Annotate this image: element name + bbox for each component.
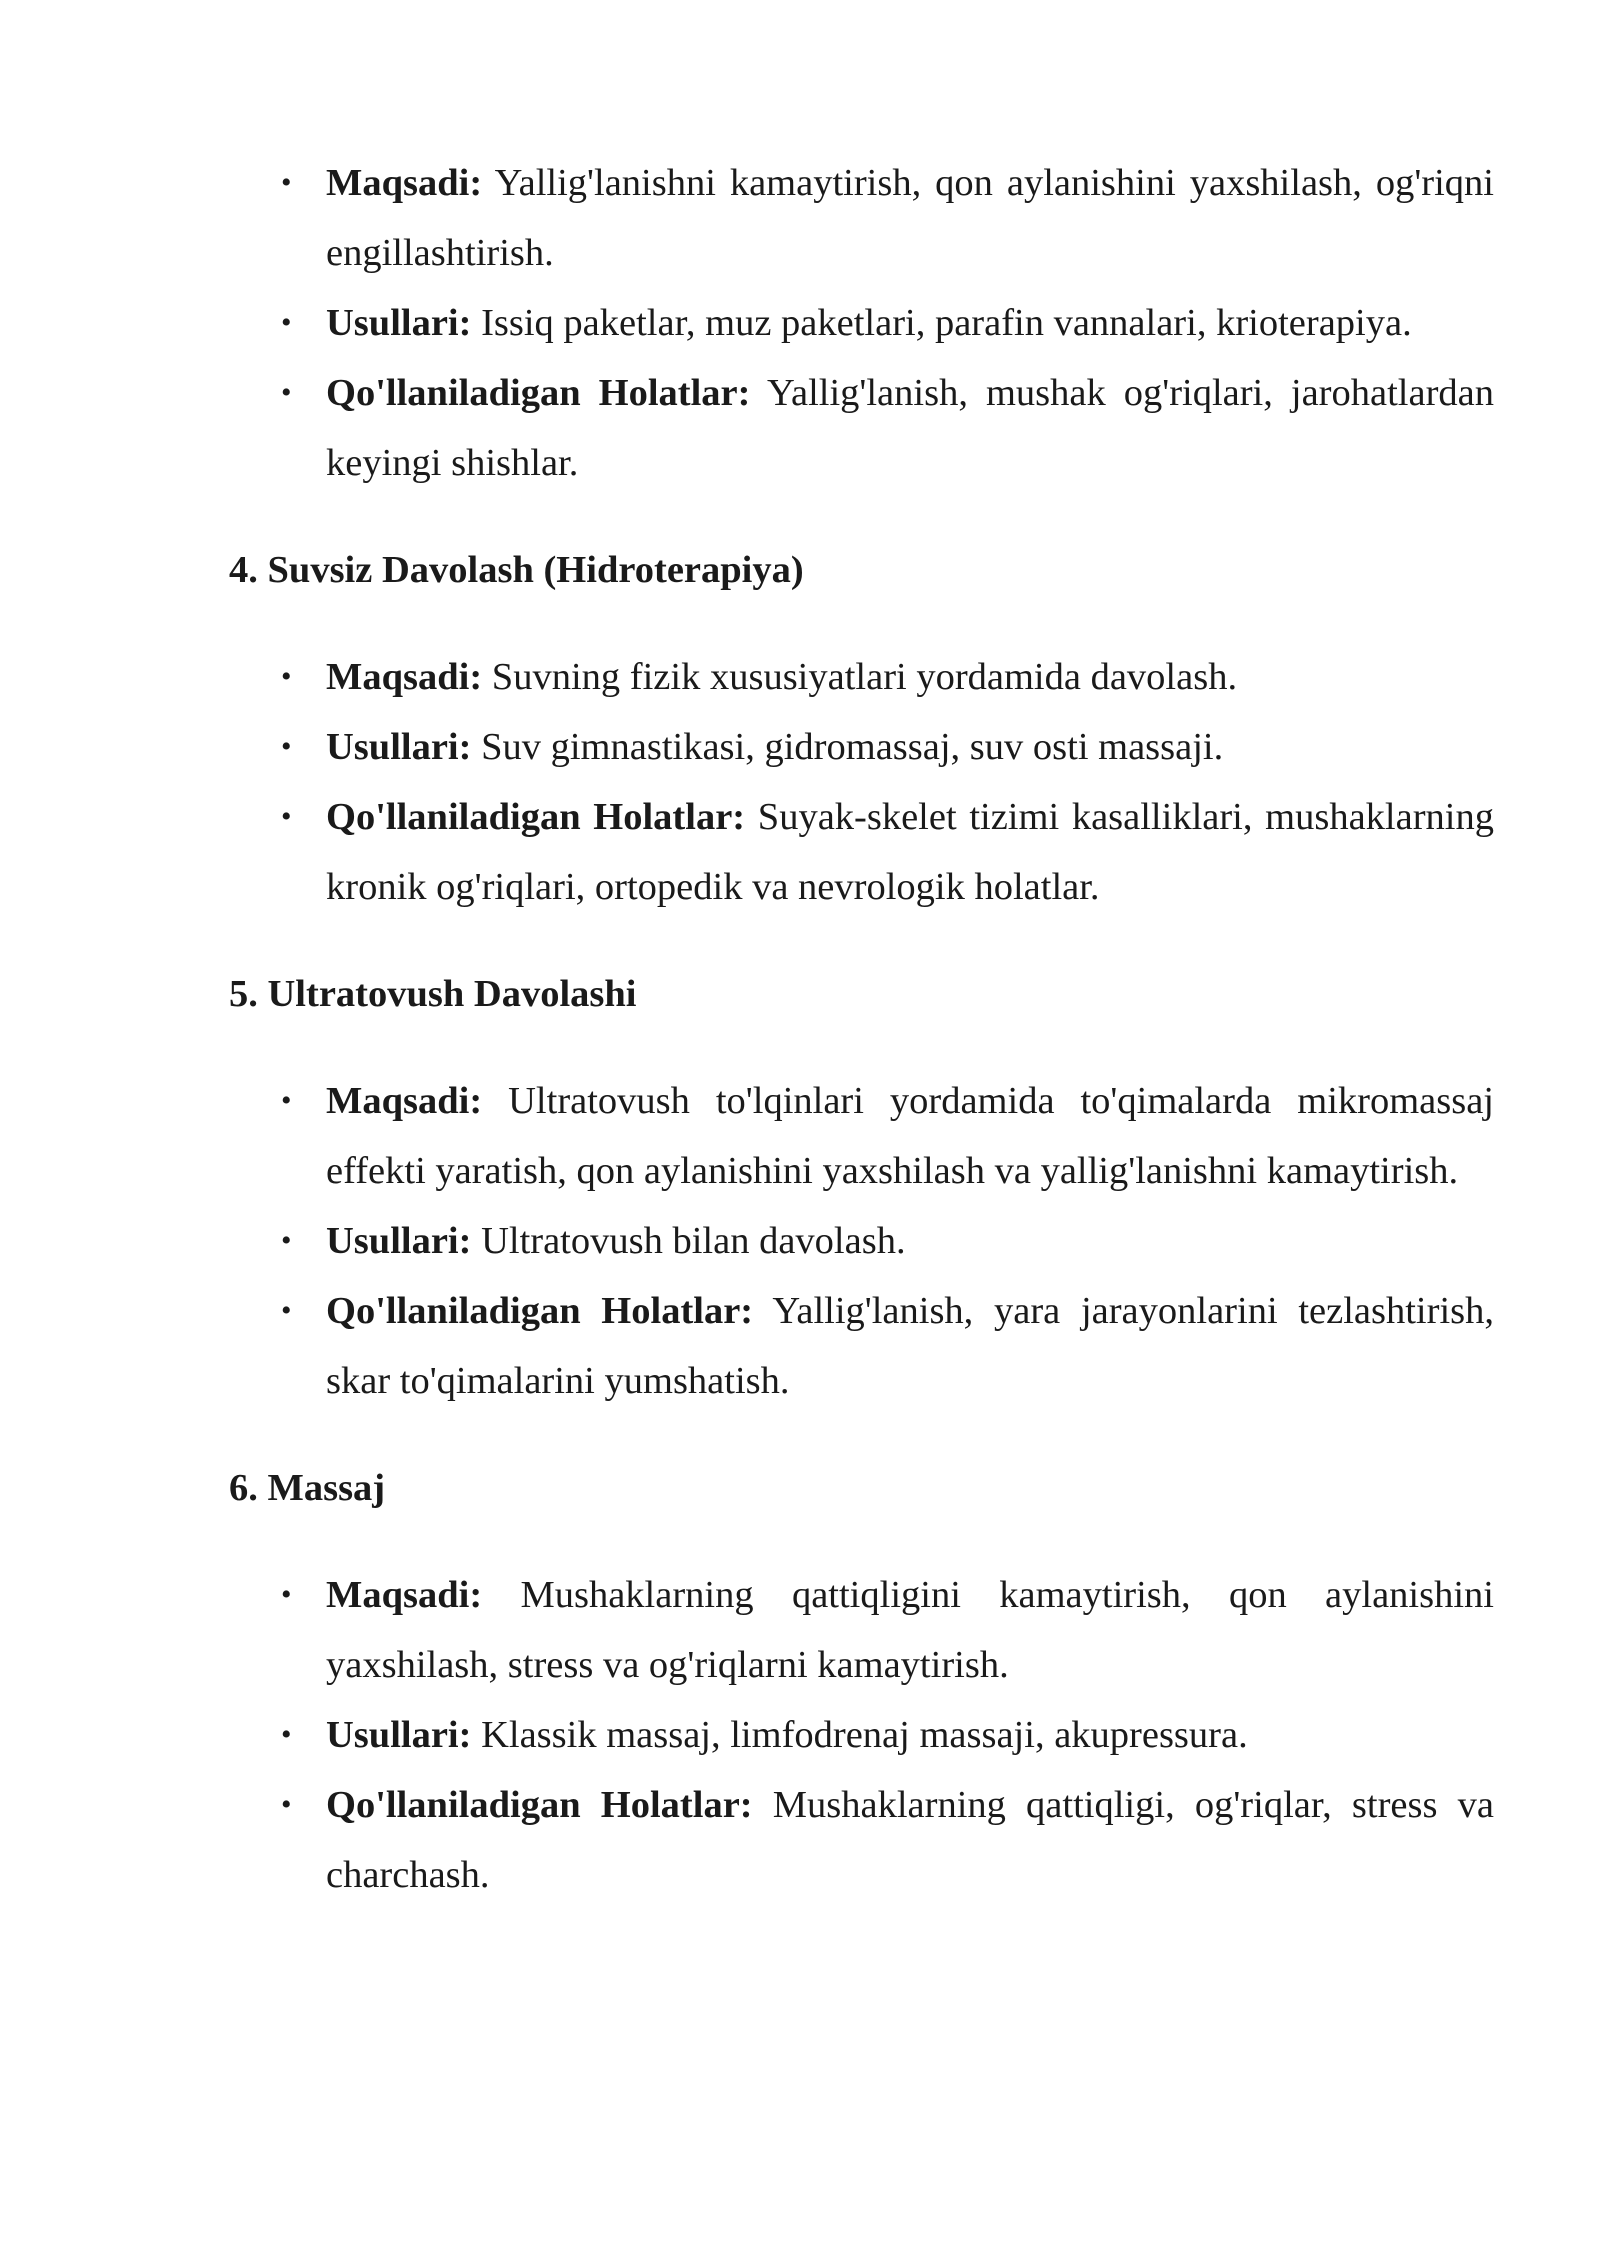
bullet-icon: • bbox=[281, 1084, 292, 1117]
bullet-icon: • bbox=[281, 1788, 292, 1821]
item-label: Maqsadi: bbox=[326, 1574, 483, 1616]
item-label: Qo'llaniladigan Holatlar: bbox=[326, 796, 746, 838]
bullet-icon: • bbox=[281, 166, 292, 199]
item-text: Suvning fizik xususiyatlari yordamida davolash. bbox=[482, 656, 1238, 698]
section-heading-hidroterapiya: 4. Suvsiz Davolash (Hidroterapiya) bbox=[229, 549, 804, 591]
item-text: Mushaklarning qattiqligini kamaytirish, qon aylanishini yaxshilash, stress va og'riqlarni kamaytirish. bbox=[326, 1574, 1494, 1686]
bullet-icon: • bbox=[281, 306, 292, 339]
list-item bbox=[229, 1700, 1494, 1770]
item-text: Suv gimnastikasi, gidromassaj, suv osti massaji. bbox=[471, 726, 1224, 768]
item-label: Usullari: bbox=[326, 302, 472, 344]
item-label: Usullari: bbox=[326, 1220, 472, 1262]
list-item bbox=[229, 782, 1494, 922]
item-text: Yallig'lanishni kamaytirish, qon aylanishini yaxshilash, og'riqni engillashtirish. bbox=[326, 162, 1494, 274]
list-item bbox=[229, 148, 1494, 288]
item-label: Usullari: bbox=[326, 726, 472, 768]
list-item bbox=[229, 712, 1494, 782]
bullet-icon: • bbox=[281, 730, 292, 763]
list-item bbox=[229, 1206, 1494, 1276]
item-text: Mushaklarning qattiqligi, og'riqlar, stress va charchash. bbox=[326, 1784, 1494, 1896]
item-label: Qo'llaniladigan Holatlar: bbox=[326, 1784, 753, 1826]
item-label: Qo'llaniladigan Holatlar: bbox=[326, 1290, 754, 1332]
section-heading-massaj: 6. Massaj bbox=[229, 1467, 386, 1509]
bullet-icon: • bbox=[281, 800, 292, 833]
item-label: Qo'llaniladigan Holatlar: bbox=[326, 372, 751, 414]
bullet-icon: • bbox=[281, 376, 292, 409]
list-item bbox=[229, 358, 1494, 498]
intro-list bbox=[229, 148, 1494, 498]
hidroterapiya-list bbox=[229, 642, 1494, 922]
bullet-icon: • bbox=[281, 1578, 292, 1611]
bullet-icon: • bbox=[281, 1224, 292, 1257]
item-text: Yallig'lanish, mushak og'riqlari, jarohatlardan keyingi shishlar. bbox=[326, 372, 1494, 484]
bullet-icon: • bbox=[281, 660, 292, 693]
ultratovush-list bbox=[229, 1066, 1494, 1416]
list-item bbox=[229, 1066, 1494, 1206]
item-label: Maqsadi: bbox=[326, 1080, 483, 1122]
item-label: Maqsadi: bbox=[326, 656, 483, 698]
section-heading-ultratovush: 5. Ultratovush Davolashi bbox=[229, 973, 637, 1015]
list-item bbox=[229, 642, 1494, 712]
item-text: Suyak-skelet tizimi kasalliklari, mushaklarning kronik og'riqlari, ortopedik va nevrologik holatlar. bbox=[326, 796, 1494, 908]
document-content bbox=[229, 148, 1494, 1910]
massaj-list bbox=[229, 1560, 1494, 1910]
list-item bbox=[229, 1560, 1494, 1700]
item-text: Klassik massaj, limfodrenaj massaji, akupressura. bbox=[471, 1714, 1248, 1756]
item-text: Yallig'lanish, yara jarayonlarini tezlashtirish, skar to'qimalarini yumshatish. bbox=[326, 1290, 1494, 1402]
item-label: Maqsadi: bbox=[326, 162, 483, 204]
list-item bbox=[229, 1770, 1494, 1910]
item-text: Ultratovush to'lqinlari yordamida to'qimalarda mikromassaj effekti yaratish, qon aylanishini yaxshilash va yallig'lanishni kamaytirish. bbox=[326, 1080, 1494, 1192]
list-item bbox=[229, 288, 1494, 358]
bullet-icon: • bbox=[281, 1294, 292, 1327]
item-text: Issiq paketlar, muz paketlari, parafin vannalari, krioterapiya. bbox=[471, 302, 1412, 344]
item-text: Ultratovush bilan davolash. bbox=[471, 1220, 906, 1262]
list-item bbox=[229, 1276, 1494, 1416]
bullet-icon: • bbox=[281, 1718, 292, 1751]
item-label: Usullari: bbox=[326, 1714, 472, 1756]
